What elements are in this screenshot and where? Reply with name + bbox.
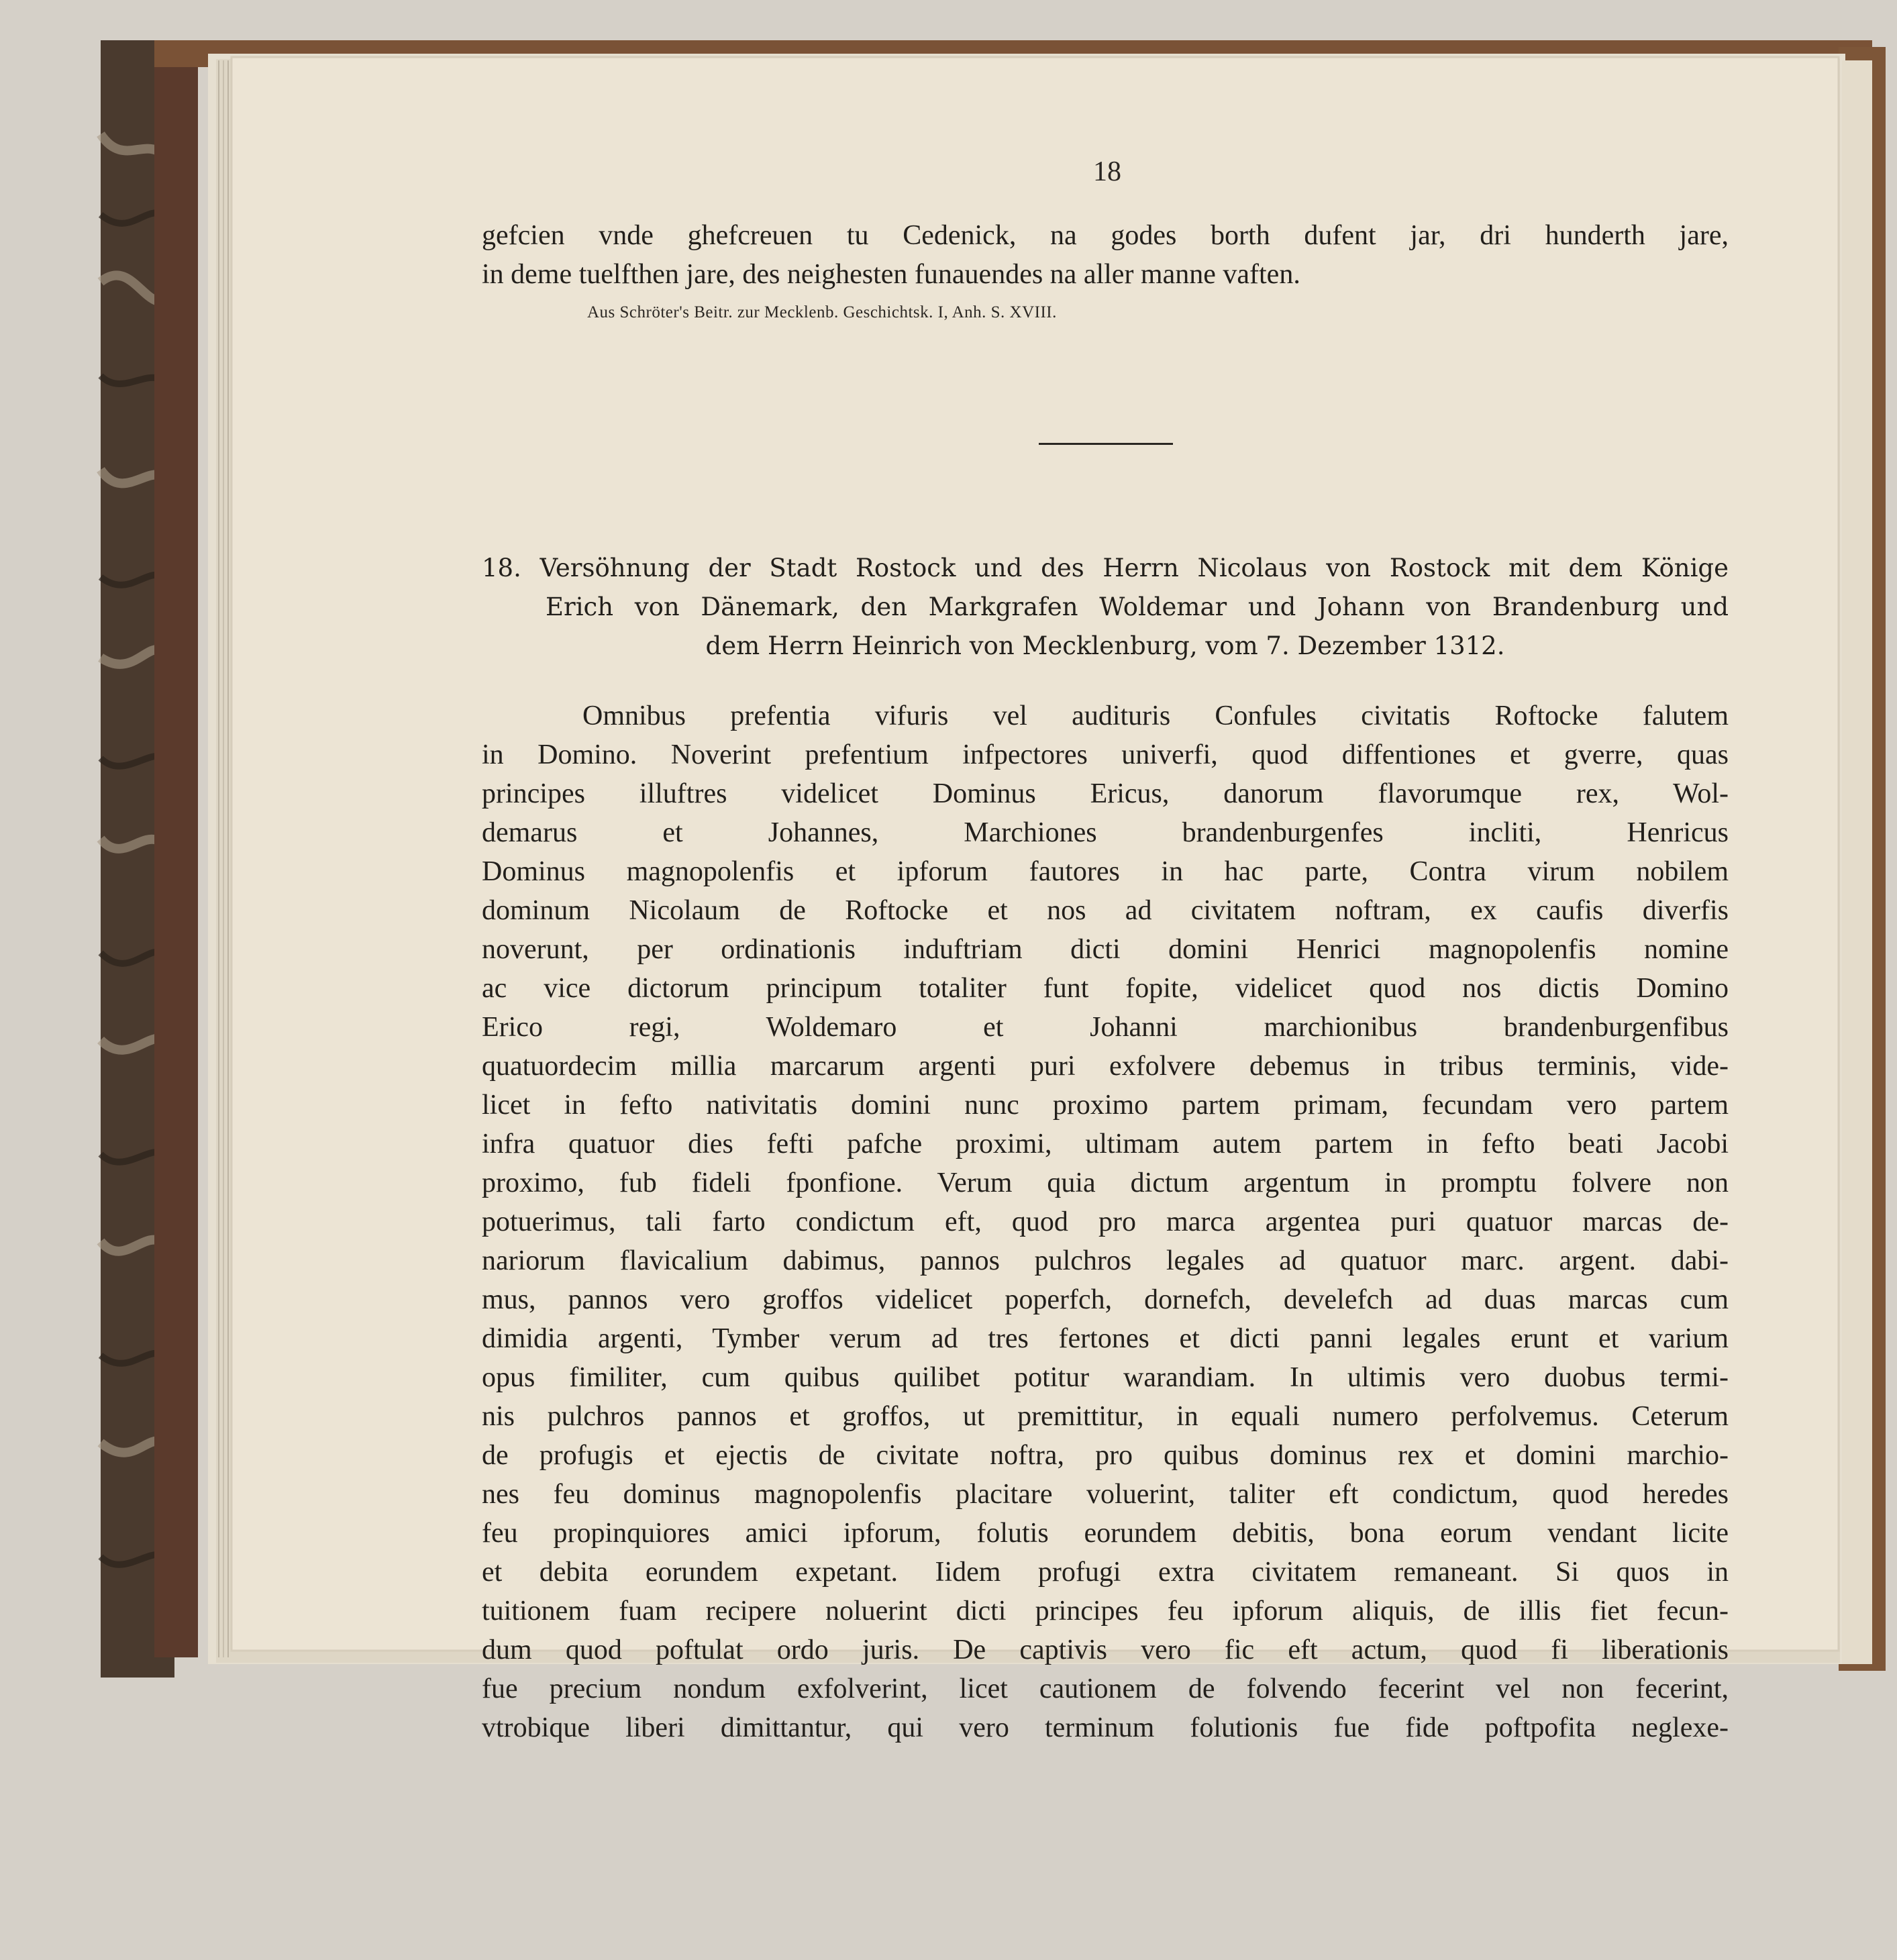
body-line: tuitionem fuam recipere noluerint dicti principes feu ipforum aliquis, de illis fiet fecun-	[482, 1596, 1729, 1627]
page-number: 18	[1093, 156, 1121, 187]
charter-body	[482, 697, 1729, 1747]
body-line: de profugis et ejectis de civitate noftra, pro quibus dominus rex et domini marchio-	[482, 1440, 1729, 1471]
body-line: et debita eorundem expetant. Iidem profugi extra civitatem remaneant. Si quos in	[482, 1557, 1729, 1588]
body-line: nariorum flavicalium dabimus, pannos pulchros legales ad quatuor marc. argent. dabi-	[482, 1245, 1729, 1276]
source-citation: Aus Schröter's Beitr. zur Mecklenb. Geschichtsk. I, Anh. S. XVIII.	[587, 303, 1057, 321]
document-heading	[482, 549, 1729, 666]
body-line: mus, pannos vero groffos videlicet poperfch, dornefch, develefch ad duas marcas cum	[482, 1284, 1729, 1315]
top-passage	[482, 216, 1729, 294]
body-line: principes illuftres videlicet Dominus Ericus, danorum flavorumque rex, Wol-	[482, 778, 1729, 809]
heading-line: Erich von Dänemark, den Markgrafen Woldemar und Johann von Brandenburg und	[546, 592, 1729, 621]
body-line: quatuordecim millia marcarum argenti puri exfolvere debemus in tribus terminis, vide-	[482, 1051, 1729, 1082]
body-line: dominum Nicolaum de Roftocke et nos ad civitatem noftram, ex caufis diverfis	[482, 895, 1729, 926]
body-line: proximo, fub fideli fponfione. Verum quia dictum argentum in promptu folvere non	[482, 1168, 1729, 1198]
body-line: ac vice dictorum principum totaliter funt fopite, videlicet quod nos dictis Domino	[482, 973, 1729, 1004]
spine-binding	[154, 47, 198, 1657]
body-line: Dominus magnopolenfis et ipforum fautores in hac parte, Contra virum nobilem	[482, 856, 1729, 887]
body-line: feu propinquiores amici ipforum, folutis eorundem debitis, bona eorum vendant licite	[482, 1518, 1729, 1549]
body-line: demarus et Johannes, Marchiones brandenburgenfes incliti, Henricus	[482, 817, 1729, 848]
passage-line: gefcien vnde ghefcreuen tu Cedenick, na godes borth dufent jar, dri hunderth jare,	[482, 220, 1729, 251]
body-line: dimidia argenti, Tymber verum ad tres fertones et dicti panni legales erunt et varium	[482, 1323, 1729, 1354]
passage-line: in deme tuelfthen jare, des neighesten funauendes na aller manne vaften.	[482, 259, 1300, 290]
body-line: fue precium nondum exfolverint, licet cautionem de folvendo fecerint vel non fecerint,	[482, 1673, 1729, 1704]
heading-line: 18. Versöhnung der Stadt Rostock und des Herrn Nicolaus von Rostock mit dem Könige	[482, 554, 1729, 582]
body-line: potuerimus, tali farto condictum eft, quod pro marca argentea puri quatuor marcas de-	[482, 1206, 1729, 1237]
body-line: in Domino. Noverint prefentium infpectores univerfi, quod diffentiones et gverre, quas	[482, 739, 1729, 770]
body-line: noverunt, per ordinationis induftriam dicti domini Henrici magnopolenfis nomine	[482, 934, 1729, 965]
body-line: nis pulchros pannos et groffos, ut premittitur, in equali numero perfolvemus. Ceterum	[482, 1401, 1729, 1432]
body-line: licet in fefto nativitatis domini nunc proximo partem primam, fecundam vero partem	[482, 1090, 1729, 1121]
section-divider	[1039, 443, 1173, 445]
body-line: Omnibus prefentia vifuris vel audituris Confules civitatis Roftocke falutem	[582, 701, 1729, 731]
heading-line: dem Herrn Heinrich von Mecklenburg, vom 7. Dezember 1312.	[705, 631, 1505, 660]
body-line: dum quod poftulat ordo juris. De captivis vero fic eft actum, quod fi liberationis	[482, 1635, 1729, 1665]
body-line: nes feu dominus magnopolenfis placitare voluerint, taliter eft condictum, quod heredes	[482, 1479, 1729, 1510]
body-line: opus fimiliter, cum quibus quilibet potitur warandiam. In ultimis vero duobus termi-	[482, 1362, 1729, 1393]
body-line: Erico regi, Woldemaro et Johanni marchionibus brandenburgenfibus	[482, 1012, 1729, 1043]
body-line: vtrobique liberi dimittantur, qui vero terminum folutionis fue fide poftpofita neglexe-	[482, 1712, 1729, 1743]
body-line: infra quatuor dies fefti pafche proximi, ultimam autem partem in fefto beati Jacobi	[482, 1129, 1729, 1159]
